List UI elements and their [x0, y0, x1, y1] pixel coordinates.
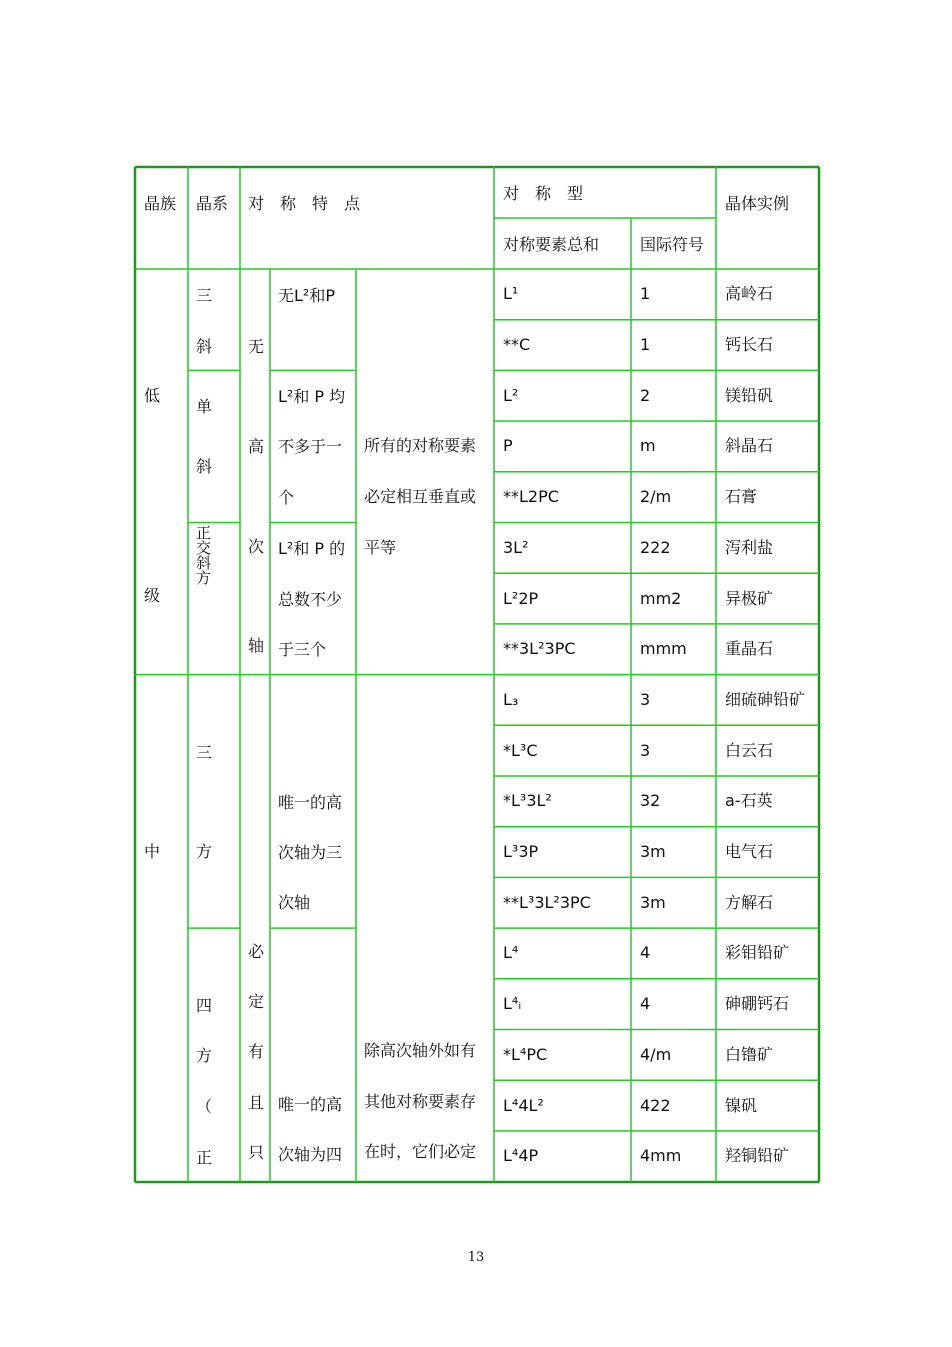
- feature-l2p-total-3: 于三个: [278, 640, 327, 659]
- row-element-sum: L⁴4L²: [503, 1096, 544, 1115]
- row-intl-symbol: 2: [640, 386, 651, 405]
- row-crystal-example: 电气石: [725, 842, 774, 861]
- row-element-sum: 3L²: [503, 538, 529, 557]
- row-element-sum: L²: [503, 386, 519, 405]
- system-monoclinic-1: 单: [196, 397, 213, 416]
- row-crystal-example: 异极矿: [725, 589, 774, 608]
- page-number: 13: [467, 1250, 485, 1265]
- relation-mid-3: 在时，它们必定: [364, 1142, 477, 1161]
- relation-low-1: 所有的对称要素: [364, 436, 477, 455]
- row-crystal-example: 泻利盐: [725, 538, 774, 557]
- feature-l2p-total-2: 总数不少: [278, 590, 343, 609]
- row-crystal-example: 彩钼铅矿: [725, 943, 790, 962]
- feature-l2p-2: 不多于一: [278, 437, 343, 456]
- system-tetragonal-1: 四: [196, 996, 213, 1015]
- high-axis-must-3: 有: [248, 1042, 265, 1061]
- row-intl-symbol: 3: [640, 690, 651, 709]
- row-crystal-example: 白云石: [725, 741, 774, 760]
- row-element-sum: **L2PC: [503, 487, 559, 506]
- row-intl-symbol: 1: [640, 284, 651, 303]
- relation-low-2: 必定相互垂直或: [364, 487, 477, 506]
- header-crystal-example: 晶体实例: [725, 194, 790, 213]
- system-tetragonal-3: （: [196, 1097, 213, 1116]
- row-element-sum: L⁴ᵢ: [503, 994, 522, 1013]
- row-element-sum: L³3P: [503, 842, 539, 861]
- row-intl-symbol: 222: [640, 538, 671, 557]
- row-element-sum: L¹: [503, 284, 519, 303]
- feature-l2p-1: L²和 P 均: [278, 387, 346, 406]
- row-intl-symbol: m: [640, 436, 656, 455]
- row-intl-symbol: 3: [640, 741, 651, 760]
- feature-trigonal-2: 次轴为三: [278, 843, 343, 862]
- row-crystal-example: 高岭石: [725, 284, 774, 303]
- relation-mid-1: 除高次轴外如有: [364, 1041, 477, 1060]
- high-axis-none-3: 次: [248, 537, 265, 556]
- row-crystal-example: 白镥矿: [725, 1045, 774, 1064]
- high-axis-must-5: 只: [248, 1143, 265, 1162]
- high-axis-must-2: 定: [248, 992, 265, 1011]
- row-crystal-example: 重晶石: [725, 639, 774, 658]
- row-intl-symbol: 4: [640, 943, 651, 962]
- feature-l2p-3: 个: [278, 488, 295, 507]
- row-crystal-example: 镁铅矾: [725, 386, 774, 405]
- header-crystal-family: 晶族: [144, 194, 177, 213]
- system-trigonal-1: 三: [196, 743, 213, 762]
- system-triclinic-2: 斜: [196, 337, 213, 356]
- row-intl-symbol: 4: [640, 994, 651, 1013]
- row-element-sum: *L³3L²: [503, 791, 552, 810]
- row-intl-symbol: mmm: [640, 639, 687, 658]
- family-mid: 中: [144, 842, 161, 861]
- row-element-sum: *L³C: [503, 741, 538, 760]
- high-axis-none-1: 无: [248, 337, 265, 356]
- row-intl-symbol: 3m: [640, 842, 666, 861]
- header-symmetry-features: 对 称 特 点: [248, 194, 361, 213]
- row-crystal-example: a-石英: [725, 791, 773, 810]
- relation-low-3: 平等: [364, 538, 397, 557]
- high-axis-must-4: 且: [248, 1093, 265, 1112]
- system-triclinic-1: 三: [196, 286, 213, 305]
- row-element-sum: L²2P: [503, 589, 539, 608]
- feature-trigonal-3: 次轴: [278, 893, 311, 912]
- row-intl-symbol: 4/m: [640, 1045, 672, 1064]
- row-crystal-example: 斜晶石: [725, 436, 774, 455]
- row-intl-symbol: 32: [640, 791, 661, 810]
- row-intl-symbol: 1: [640, 335, 651, 354]
- row-element-sum: L₃: [503, 690, 519, 709]
- system-monoclinic-2: 斜: [196, 457, 213, 476]
- feature-l2p-total-1: L²和 P 的: [278, 539, 346, 558]
- family-low-1: 低: [144, 386, 161, 405]
- system-trigonal-2: 方: [196, 842, 213, 861]
- row-intl-symbol: 422: [640, 1096, 671, 1115]
- high-axis-none-4: 轴: [248, 636, 265, 655]
- system-tetragonal-4: 正: [196, 1148, 213, 1167]
- row-crystal-example: 石膏: [725, 487, 758, 506]
- row-crystal-example: 细硫砷铅矿: [725, 690, 806, 709]
- feature-trigonal-1: 唯一的高: [278, 793, 343, 812]
- row-crystal-example: 砷硼钙石: [725, 994, 790, 1013]
- row-element-sum: **L³3L²3PC: [503, 893, 591, 912]
- row-element-sum: L⁴: [503, 943, 519, 962]
- header-symmetry-type: 对 称 型: [503, 184, 584, 203]
- row-element-sum: **3L²3PC: [503, 639, 576, 658]
- row-intl-symbol: 4mm: [640, 1146, 682, 1165]
- row-intl-symbol: 2/m: [640, 487, 672, 506]
- header-intl-symbol: 国际符号: [640, 235, 705, 254]
- header-element-sum: 对称要素总和: [503, 235, 600, 254]
- feature-tetragonal-1: 唯一的高: [278, 1095, 343, 1114]
- feature-tetragonal-2: 次轴为四: [278, 1145, 343, 1164]
- row-crystal-example: 方解石: [725, 893, 774, 912]
- row-crystal-example: 镍矾: [725, 1096, 758, 1115]
- feature-no-l2-p: 无L²和P: [278, 286, 335, 305]
- row-intl-symbol: mm2: [640, 589, 682, 608]
- family-low-2: 级: [144, 586, 161, 605]
- row-crystal-example: 钙长石: [725, 335, 774, 354]
- row-element-sum: P: [503, 436, 513, 455]
- high-axis-none-2: 高: [248, 437, 265, 456]
- header-crystal-system: 晶系: [196, 194, 229, 213]
- system-orthorhombic: 正交斜方: [196, 524, 212, 587]
- high-axis-must-1: 必: [248, 942, 265, 961]
- row-element-sum: L⁴4P: [503, 1146, 539, 1165]
- row-crystal-example: 羟铜铅矿: [725, 1146, 790, 1165]
- row-element-sum: **C: [503, 335, 531, 354]
- row-intl-symbol: 3m: [640, 893, 666, 912]
- relation-mid-2: 其他对称要素存: [364, 1092, 477, 1111]
- system-tetragonal-2: 方: [196, 1046, 213, 1065]
- row-element-sum: *L⁴PC: [503, 1045, 548, 1064]
